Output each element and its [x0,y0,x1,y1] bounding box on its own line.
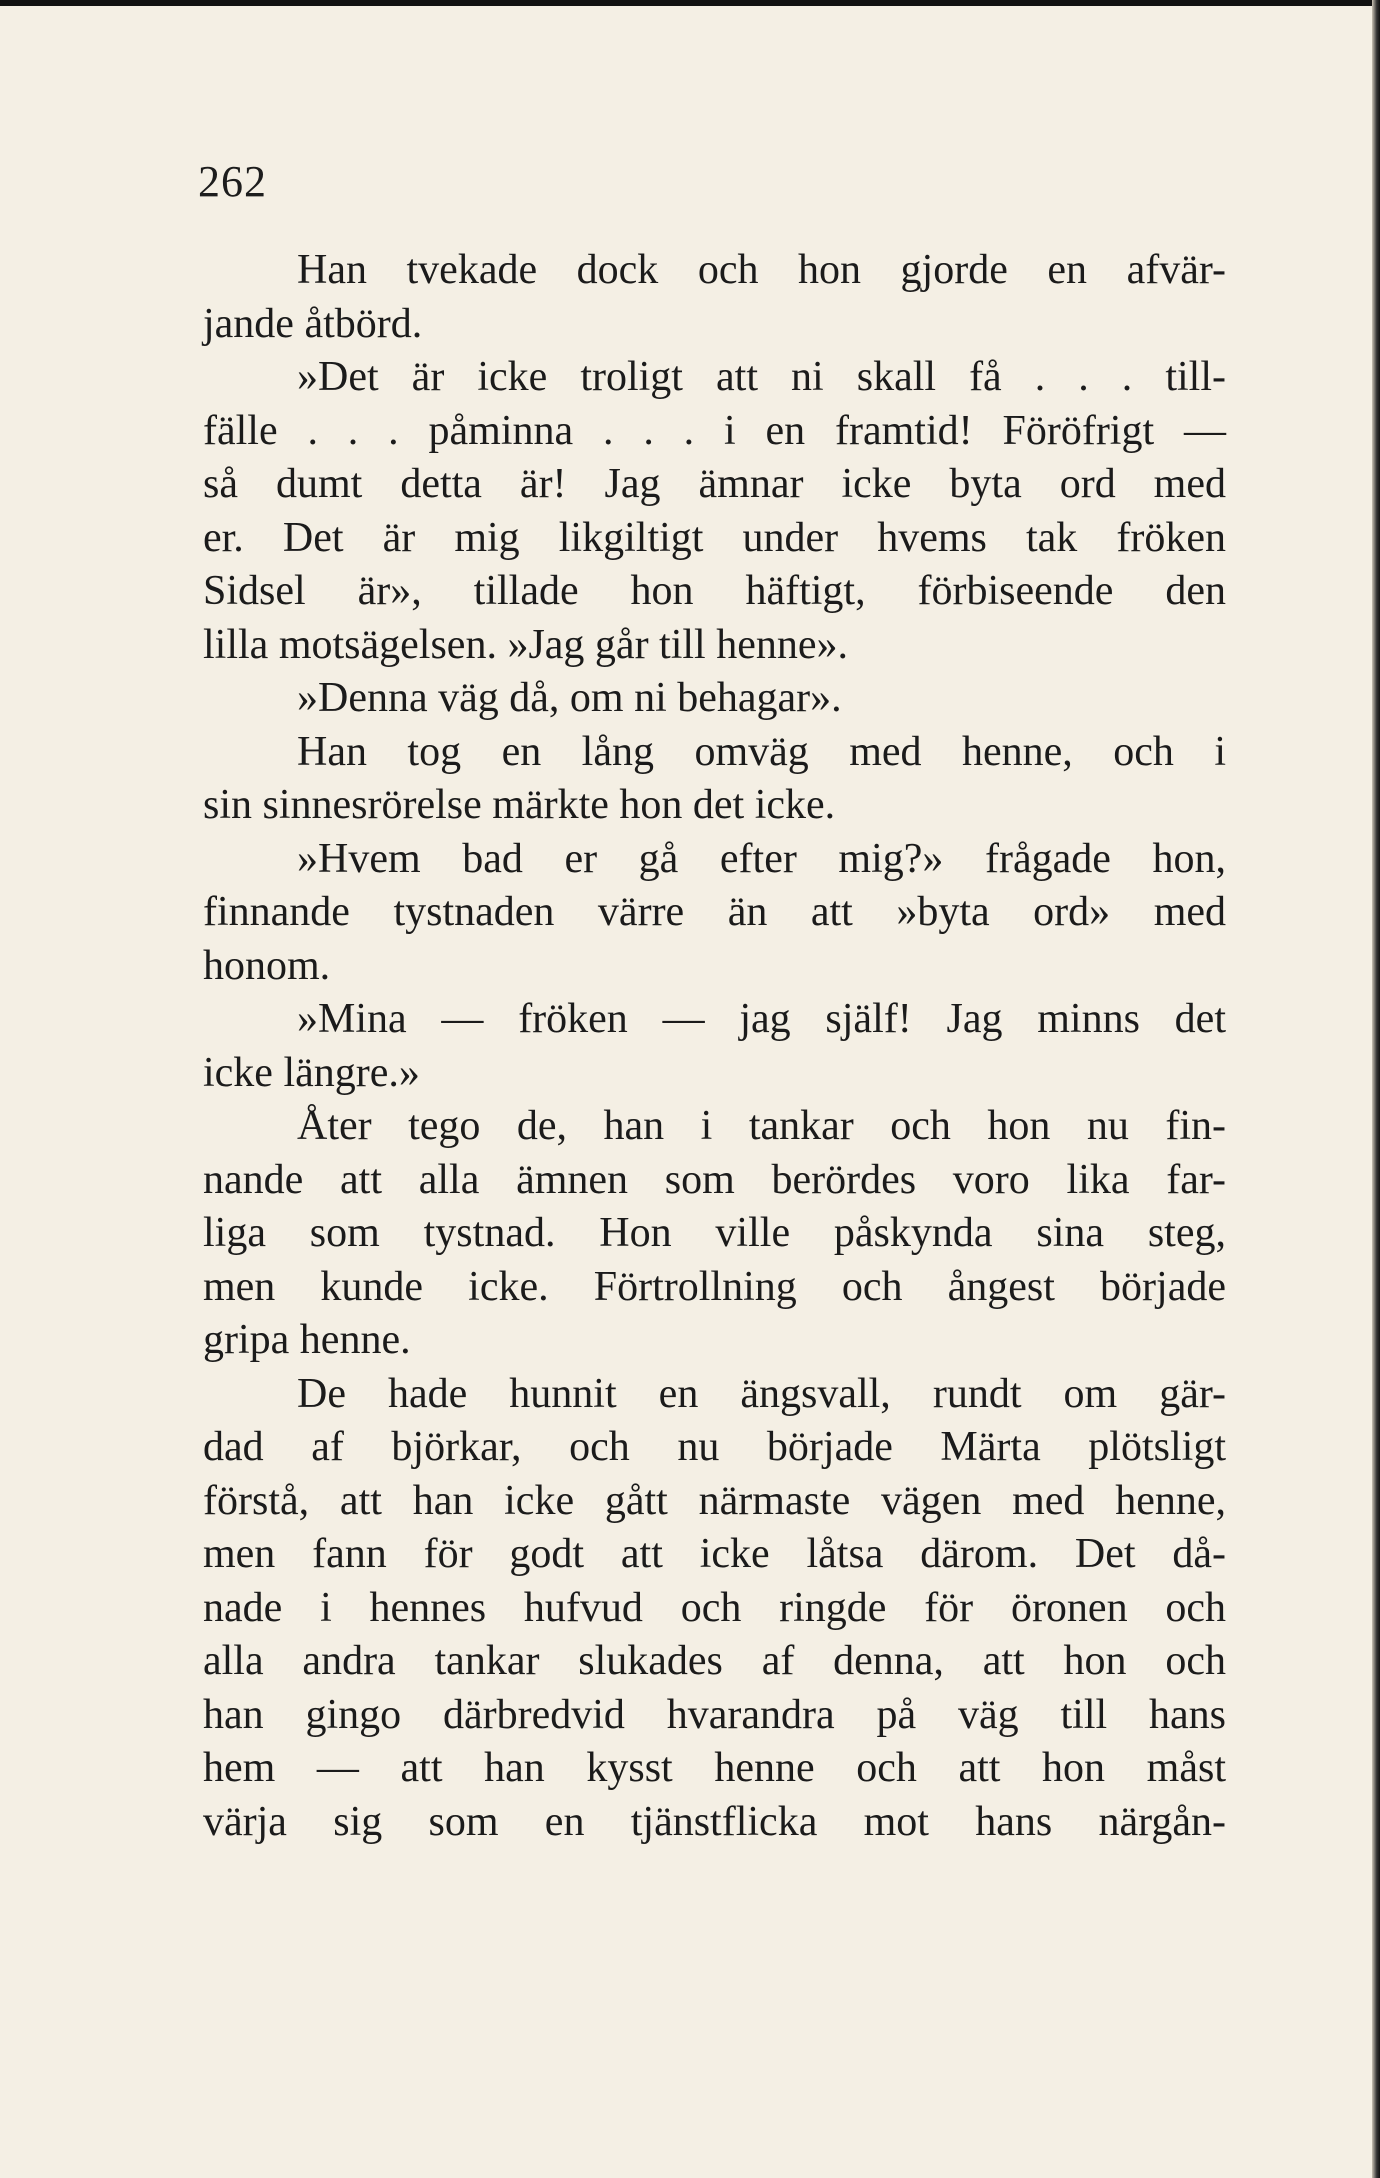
text-line: Åter tego de, han i tankar och hon nu fin- [297,1103,1226,1149]
text-line: liga som tystnad. Hon ville påskynda sina steg, [203,1210,1226,1256]
text-line: så dumt detta är! Jag ämnar icke byta ord med [203,461,1226,507]
text-line: Han tvekade dock och hon gjorde en afvär- [297,247,1226,293]
text-line: De hade hunnit en ängsvall, rundt om gär- [297,1370,1226,1417]
page-edge [1372,0,1380,2178]
text-line: Sidsel är», tillade hon häftigt, förbiseende den [203,568,1226,614]
text-line: nade i hennes hufvud och ringde för öronen och [203,1584,1226,1631]
text-line: han gingo därbredvid hvarandra på väg till hans [203,1691,1226,1738]
text-line: alla andra tankar slukades af denna, att hon och [203,1638,1226,1684]
text-line: nande att alla ämnen som berördes voro lika far- [203,1156,1226,1203]
text-line: »Denna väg då, om ni behagar». [297,675,842,721]
text-line: icke längre.» [203,1049,420,1096]
text-line: lilla motsägelsen. »Jag går till henne». [203,621,849,668]
text-line: förstå, att han icke gått närmaste vägen med henne, [203,1477,1226,1524]
text-line: er. Det är mig likgiltigt under hvems tak fröken [203,514,1226,561]
body-text [203,244,1226,1849]
text-line: »Hvem bad er gå efter mig?» frågade hon, [297,835,1226,882]
text-line: Han tog en lång omväg med henne, och i [297,728,1226,775]
text-line: hem — att han kysst henne och att hon måst [203,1745,1226,1791]
text-line: men kunde icke. Förtrollning och ångest började [203,1263,1226,1310]
text-line: fälle . . . påminna . . . i en framtid! Föröfrigt — [203,407,1226,454]
text-line: »Det är icke troligt att ni skall få . . . till- [297,354,1226,400]
text-line: jande åtbörd. [203,300,423,347]
text-line: sin sinnesrörelse märkte hon det icke. [203,782,836,828]
text-line: »Mina — fröken — jag själf! Jag minns det [297,996,1226,1042]
text-line: gripa henne. [203,1317,411,1363]
page-number: 262 [198,157,267,206]
text-line: dad af björkar, och nu började Märta plötsligt [203,1424,1226,1470]
text-line: honom. [203,942,331,989]
text-line: men fann för godt att icke låtsa därom. Det då- [203,1531,1226,1577]
text-line: finnande tystnaden värre än att »byta ord» med [203,889,1226,935]
text-line: värja sig som en tjänstflicka mot hans närgån- [203,1798,1226,1845]
